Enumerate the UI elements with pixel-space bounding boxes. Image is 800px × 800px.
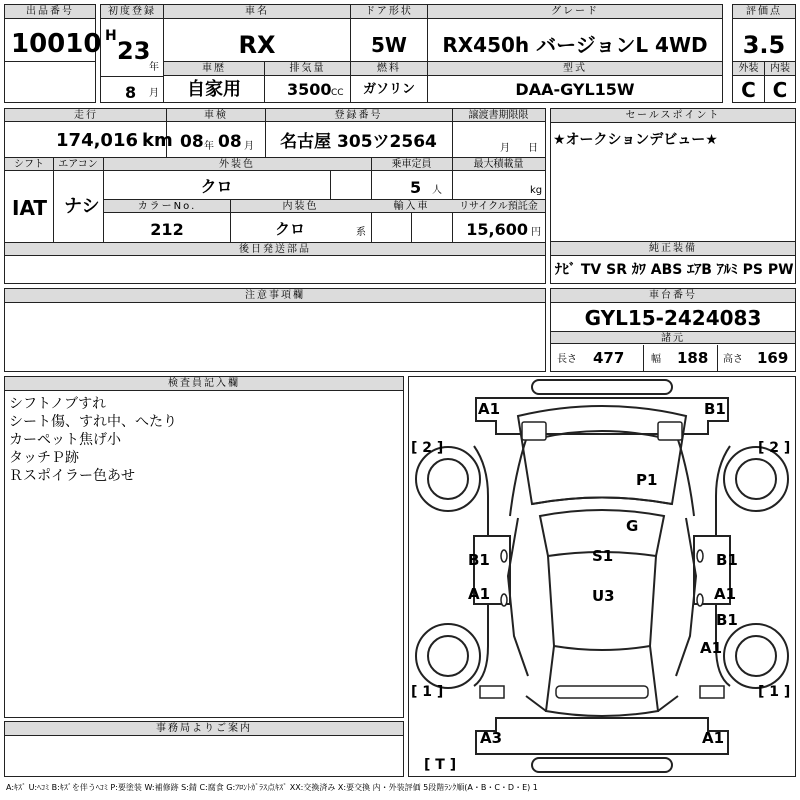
spec-label: 諸元 — [551, 331, 795, 344]
inspection-label: 車検 — [167, 109, 265, 122]
inspector-box — [4, 376, 404, 718]
damage-mark: A1 — [702, 729, 725, 747]
damage-mark: B1 — [716, 551, 738, 569]
inspector-line: シート傷、すれ中、へたり — [9, 414, 177, 430]
door-box — [350, 4, 428, 62]
lot-number-box — [4, 4, 102, 62]
exterior-grade-box — [732, 61, 765, 103]
capacity-unit: 人 — [432, 185, 442, 196]
width: 188 — [677, 349, 709, 367]
car-name-box — [163, 4, 351, 62]
equipment-items: ﾅﾋﾞ TV SR ｶﾜ ABS ｴｱB ｱﾙﾐ PS PW — [555, 262, 794, 278]
transfer-month-unit: 月 — [500, 143, 510, 154]
interior-grade-box — [764, 61, 796, 103]
model-code-label: 型式 — [428, 62, 722, 76]
damage-mark: A1 — [700, 639, 723, 657]
exterior-grade-label: 外装 — [733, 62, 764, 76]
recycle-unit: 円 — [531, 227, 541, 238]
capacity-label: 乗車定員 — [371, 158, 452, 171]
mileage-unit: km — [142, 130, 173, 151]
reg-no-label: 登録番号 — [265, 109, 452, 122]
length-label: 長さ — [557, 354, 577, 365]
shift: IAT — [12, 196, 48, 220]
displacement-box — [264, 61, 351, 103]
color-no: 212 — [150, 220, 184, 239]
int-color-label: 内装色 — [230, 200, 371, 213]
damage-mark: A3 — [480, 729, 503, 747]
displacement-unit: CC — [331, 88, 344, 98]
damage-mark: S1 — [592, 547, 614, 565]
max-load-label: 最大積載量 — [452, 158, 545, 171]
inspector-line: カーペット焦げ小 — [9, 432, 121, 448]
int-color-unit: 系 — [356, 227, 366, 238]
interior-grade-label: 内装 — [765, 62, 795, 76]
car-name: RX — [238, 31, 276, 59]
later-parts-label: 後日発送部品 — [5, 243, 545, 256]
inspection-month-unit: 月 — [244, 141, 254, 152]
int-color: クロ — [274, 220, 305, 238]
sales-point-text: ★オークションデビュー★ — [553, 132, 718, 148]
equipment-box — [550, 241, 796, 284]
fuel-label: 燃料 — [351, 62, 427, 76]
sales-point-box — [550, 108, 796, 242]
damage-mark: A1 — [714, 585, 737, 603]
capacity: 5 — [410, 178, 422, 197]
grade-label: グレード — [428, 5, 722, 19]
first-registration-label: 初度登録 — [101, 5, 163, 19]
legend: A:ｷｽﾞ U:ﾍｺﾐ B:ｷｽﾞを伴うﾍｺﾐ P:要塗装 W:補修跡 S:錆 C:腐食 G:ﾌﾛﾝﾄｶﾞﾗｽ点ｷｽﾞ XX:交換済み X:要交換 内・外装評価 5段階ﾗﾝｸ順(A・B・C・D・E) 1 — [6, 783, 538, 792]
inspector-line: シフトノブすれ — [9, 396, 107, 412]
history-box — [163, 61, 265, 103]
notes-label: 注意事項欄 — [5, 289, 545, 303]
damage-mark: U3 — [592, 587, 615, 605]
inspector-line: Ｒスポイラー色あせ — [9, 468, 135, 484]
displacement-label: 排気量 — [265, 62, 350, 76]
car-diagram — [408, 376, 796, 777]
first-registration-box — [100, 4, 164, 103]
damage-mark: G — [626, 517, 639, 535]
first-reg-year: 23 — [117, 37, 151, 65]
recycle: 15,600 — [466, 220, 528, 239]
inspection-year-unit: 年 — [204, 141, 214, 152]
notes-box — [4, 288, 546, 372]
bracket-mark: [ 2 ] — [411, 440, 444, 456]
history-label: 車歴 — [164, 62, 264, 76]
color-no-label: カラーNo. — [104, 200, 230, 213]
inspector-line: タッチＰ跡 — [9, 450, 79, 466]
car-name-label: 車名 — [164, 5, 350, 19]
ext-color-label: 外装色 — [103, 158, 371, 171]
height: 169 — [757, 349, 789, 367]
width-label: 幅 — [651, 354, 661, 365]
office-box — [4, 721, 404, 777]
equipment-label: 純正装備 — [551, 242, 795, 256]
model-code-box — [427, 61, 723, 103]
exterior-grade: C — [741, 78, 756, 102]
damage-mark: A1 — [468, 585, 491, 603]
lot-number-extra — [4, 61, 96, 103]
damage-mark: A1 — [478, 400, 501, 418]
grade-box — [427, 4, 723, 62]
chassis-label: 車台番号 — [551, 289, 795, 303]
mileage-label: 走行 — [5, 109, 167, 122]
lot-number-label: 出品番号 — [5, 5, 95, 19]
inspection-year: 08 — [180, 132, 204, 152]
bracket-mark: [ 2 ] — [758, 440, 791, 456]
height-label: 高さ — [723, 354, 743, 365]
bracket-mark: [ T ] — [424, 757, 457, 773]
grade: RX450h バージョンL 4WD — [442, 33, 708, 57]
mileage: 174,016 — [56, 130, 138, 151]
length: 477 — [593, 349, 625, 367]
shift-label: シフト — [5, 158, 53, 171]
inspector-label: 検査員記入欄 — [5, 377, 403, 391]
score-box — [732, 4, 796, 62]
model-code: DAA-GYL15W — [515, 80, 635, 99]
bracket-mark: [ 1 ] — [411, 684, 444, 700]
ext-color: クロ — [200, 177, 233, 196]
sales-point-label: セールスポイント — [551, 109, 795, 123]
max-load-unit: kg — [530, 185, 543, 196]
score-label: 評価点 — [733, 5, 795, 19]
score: 3.5 — [742, 31, 786, 59]
year-unit: 年 — [149, 62, 159, 73]
chassis-box — [550, 288, 796, 372]
era: H — [105, 28, 117, 44]
inspection-month: 08 — [218, 132, 242, 152]
month-unit: 月 — [149, 88, 159, 99]
reg-no: 名古屋 305ツ2564 — [280, 132, 437, 152]
recycle-label: リサイクル預託金 — [452, 200, 545, 213]
ac: ナシ — [64, 196, 100, 217]
transfer-label: 譲渡書期限限 — [452, 109, 545, 122]
displacement: 3500 — [287, 80, 332, 99]
damage-mark: B1 — [468, 551, 490, 569]
transfer-day-unit: 日 — [528, 143, 538, 154]
door-label: ドア形状 — [351, 5, 427, 19]
interior-grade: C — [772, 78, 788, 102]
first-reg-month: 8 — [125, 83, 137, 102]
ac-label: エアコン — [53, 158, 103, 171]
damage-mark: B1 — [716, 611, 738, 629]
lot-number: 10010 — [11, 29, 102, 59]
import-label: 輸入車 — [371, 200, 452, 213]
damage-mark: P1 — [636, 471, 658, 489]
damage-mark: B1 — [704, 400, 726, 418]
office-label: 事務局よりご案内 — [5, 722, 403, 736]
fuel: ガソリン — [362, 82, 415, 97]
fuel-box — [350, 61, 428, 103]
history: 自家用 — [187, 79, 241, 100]
chassis-number: GYL15-2424083 — [584, 306, 762, 330]
door-type: 5W — [371, 33, 407, 57]
bracket-mark: [ 1 ] — [758, 684, 791, 700]
